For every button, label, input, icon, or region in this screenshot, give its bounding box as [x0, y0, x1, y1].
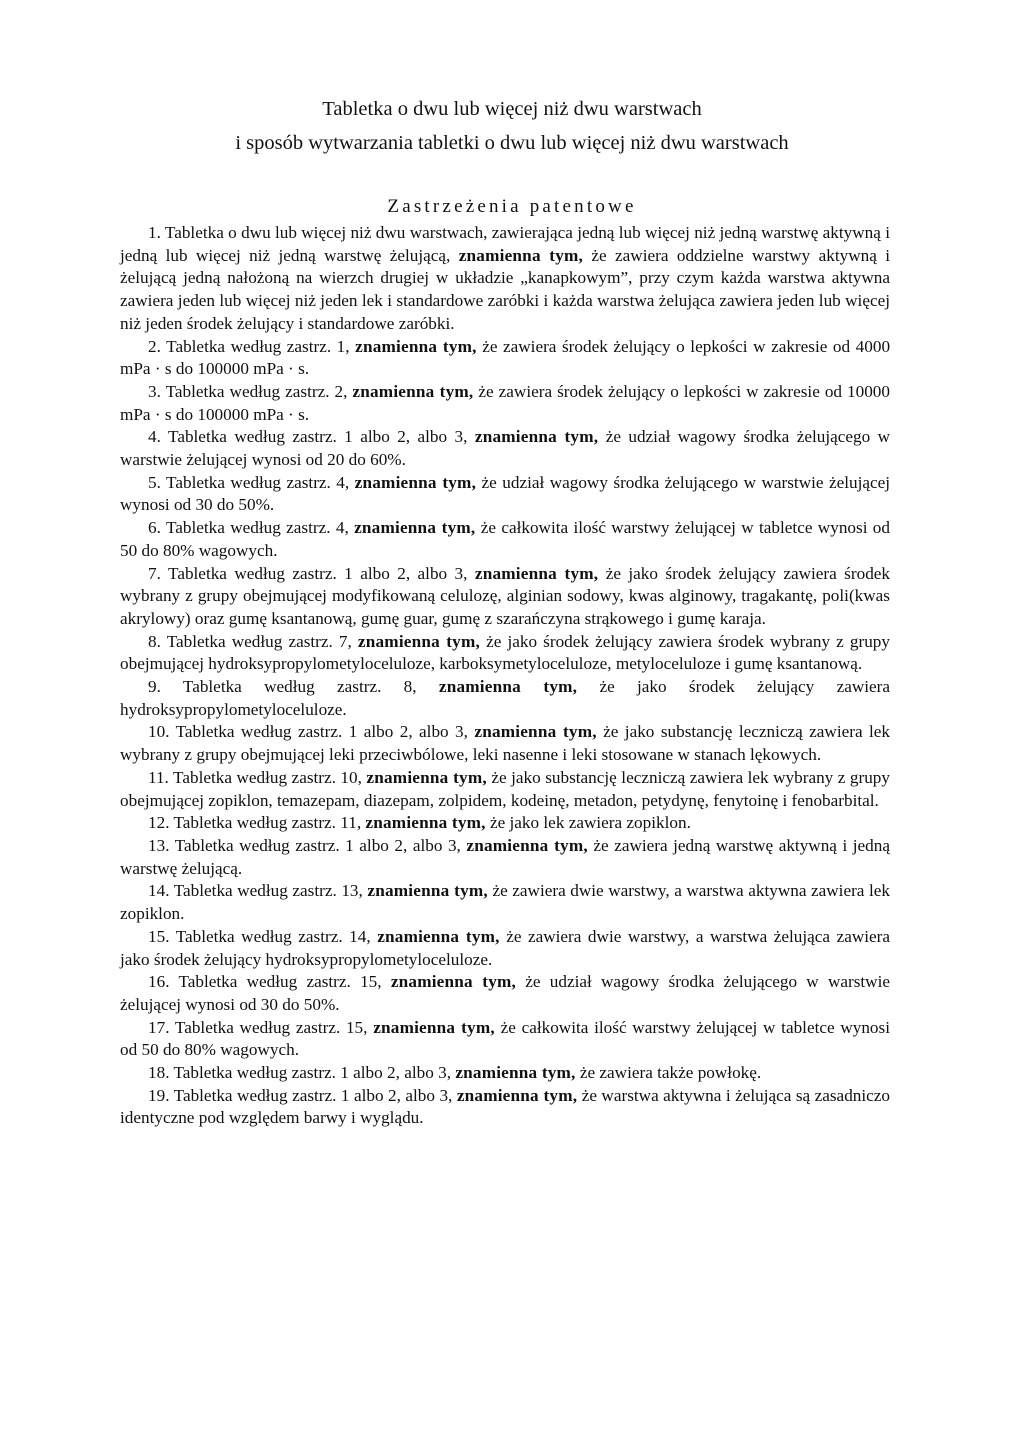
claim-number: 17.	[148, 1017, 170, 1037]
section-heading: Zastrzeżenia patentowe	[387, 196, 637, 217]
claim-item	[120, 563, 890, 631]
claim-text-pre: Tabletka według zastrz. 1 albo 2, albo 3,	[173, 1085, 453, 1105]
claim-item	[120, 767, 890, 812]
claim-item	[120, 835, 890, 880]
claim-keyword: znamienna tym,	[365, 813, 486, 833]
claim-number: 5.	[148, 472, 161, 492]
claim-text-pre: Tabletka według zastrz. 7,	[166, 631, 352, 651]
claim-text-pre: Tabletka według zastrz. 1,	[166, 336, 350, 356]
claim-item	[120, 336, 890, 381]
claim-text-pre: Tabletka według zastrz. 15,	[178, 972, 382, 992]
claim-keyword: znamienna tym,	[474, 427, 599, 447]
claim-item	[120, 1017, 890, 1062]
claim-number: 4.	[148, 427, 161, 447]
claim-item	[120, 631, 890, 676]
claim-item	[120, 1085, 890, 1130]
claim-text-pre: Tabletka według zastrz. 13,	[173, 881, 363, 901]
claim-text-post: że zawiera oddzielne warstwy aktywną i żelującą jedną nałożoną na wierzch drugiej w układzie „kanapkowym”, przy czym każda warstwa aktywna zawiera jeden lub więcej niż jeden lek i standardowe zaróbki i każda warstwa żelująca zawiera jeden lub więcej niż jeden środek żelujący i standardowe zaróbki.	[120, 245, 891, 333]
claim-item	[120, 472, 890, 517]
claim-keyword: znamienna tym,	[390, 972, 517, 992]
claim-text-post: że całkowita ilość warstwy żelującej w tabletce wynosi od 50 do 80% wagowych.	[120, 1017, 890, 1060]
title-line-1: Tabletka o dwu lub więcej niż dwu warstwach	[322, 98, 702, 120]
claim-item	[120, 426, 890, 471]
claim-text-pre: Tabletka według zastrz. 8,	[182, 677, 417, 697]
claim-keyword: znamienna tym,	[438, 677, 578, 697]
claim-text-pre: Tabletka według zastrz. 15,	[174, 1017, 368, 1037]
claim-item	[120, 381, 890, 426]
claim-text-pre: Tabletka według zastrz. 1 albo 2, albo 3,	[168, 427, 468, 447]
claim-text-post: że zawiera jedną warstwę aktywną i jedną warstwę żelującą.	[120, 835, 890, 878]
claim-keyword: znamienna tym,	[377, 926, 500, 946]
claim-text-post: że udział wagowy środka żelującego w warstwie żelującej wynosi od 30 do 50%.	[120, 972, 890, 1014]
claim-text-post: że zawiera dwie warstwy, a warstwa aktywna zawiera lek zopiklon.	[120, 881, 890, 924]
claim-number: 16.	[148, 972, 170, 992]
claim-text-pre: Tabletka według zastrz. 1 albo 2, albo 3,	[174, 835, 461, 855]
claim-text-pre: Tabletka według zastrz. 4,	[166, 472, 350, 492]
claim-item	[120, 222, 890, 336]
claim-keyword: znamienna tym,	[466, 835, 588, 855]
claim-text-pre: Tabletka według zastrz. 4,	[165, 518, 349, 538]
claim-item	[120, 926, 890, 971]
claim-keyword: znamienna tym,	[367, 881, 488, 901]
claim-item	[120, 971, 890, 1016]
claim-text-pre: Tabletka według zastrz. 1 albo 2, albo 3,	[168, 563, 468, 583]
claim-number: 11.	[148, 767, 169, 787]
claim-item	[120, 676, 890, 721]
claim-keyword: znamienna tym,	[474, 722, 597, 742]
claim-text-post: że jako środek żelujący zawiera hydroksypropylometyloceluloze.	[120, 677, 891, 719]
claim-number: 10.	[148, 722, 170, 742]
claim-number: 8.	[148, 631, 161, 651]
claim-text-post: że warstwa aktywna i żelująca są zasadniczo identyczne pod względem barwy i wyglądu.	[120, 1085, 891, 1128]
claim-text-post: że zawiera także powłokę.	[579, 1063, 762, 1083]
claim-keyword: znamienna tym,	[455, 1063, 576, 1083]
claim-text-pre: Tabletka według zastrz. 2,	[165, 381, 348, 401]
claim-keyword: znamienna tym,	[355, 336, 477, 356]
claim-text-pre: Tabletka według zastrz. 11,	[173, 813, 362, 833]
claim-keyword: znamienna tym,	[456, 1085, 578, 1105]
claim-text-pre: Tabletka według zastrz. 1 albo 2, albo 3,	[175, 722, 468, 742]
claim-text-post: że jako substancję leczniczą zawiera lek wybrany z grupy obejmującej zopiklon, temazepam, diazepam, zolpidem, kodeinę, metadon, petydynę, fenytoinę i fenobarbital.	[120, 767, 890, 810]
claim-number: 6.	[148, 518, 161, 538]
claim-text-pre: Tabletka według zastrz. 1 albo 2, albo 3,	[173, 1063, 452, 1083]
claim-item	[120, 721, 890, 766]
claim-text-post: że jako substancję leczniczą zawiera lek wybrany z grupy obejmującej leki przeciwbólowe, leki nasenne i leki stosowane w stanach lękowych.	[120, 722, 890, 765]
claim-text-post: że zawiera środek żelujący o lepkości w zakresie od 10000 mPa · s do 100000 mPa · s.	[120, 381, 890, 424]
document-title	[0, 92, 1024, 160]
claim-text-post: że jako środek żelujący zawiera środek wybrany z grupy obejmującej modyfikowaną celulozę, alginian sodowy, kwas alginowy, tragakantę, poli(kwas akrylowy) oraz gumę ksantanową, gumę guar, gumę z szarańczyna strąkowego i gumę karaja.	[120, 563, 891, 628]
claim-text-post: że zawiera dwie warstwy, a warstwa żelująca zawiera jako środek żelujący hydroksypropylometyloceluloze.	[120, 926, 891, 969]
claim-number: 14.	[148, 881, 170, 901]
claim-text-post: że udział wagowy środka żelującego w warstwie żelującej wynosi od 30 do 50%.	[120, 472, 891, 515]
claim-keyword: znamienna tym,	[366, 767, 487, 787]
claim-item	[120, 517, 890, 562]
claim-text-pre: Tabletka według zastrz. 14,	[175, 926, 371, 946]
claim-number: 19.	[148, 1085, 170, 1105]
claim-keyword: znamienna tym,	[354, 472, 477, 492]
claim-number: 9.	[148, 677, 161, 697]
claim-keyword: znamienna tym,	[357, 631, 480, 651]
claim-number: 12.	[148, 813, 170, 833]
claim-number: 13.	[148, 835, 170, 855]
claim-number: 15.	[148, 926, 170, 946]
claim-text-post: że zawiera środek żelujący o lepkości w zakresie od 4000 mPa · s do 100000 mPa · s.	[120, 336, 891, 379]
claim-keyword: znamienna tym,	[352, 381, 474, 401]
claim-text-post: że całkowita ilość warstwy żelującej w tabletce wynosi od 50 do 80% wagowych.	[120, 518, 890, 560]
claim-keyword: znamienna tym,	[373, 1017, 495, 1037]
claim-number: 1.	[148, 223, 161, 242]
claim-keyword: znamienna tym,	[474, 563, 599, 583]
claim-item	[120, 880, 890, 925]
claim-text-pre: Tabletka o dwu lub więcej niż dwu warstwach, zawierająca jedną lub więcej niż jedną warstwę aktywną i jedną lub więcej niż jedną warstwę żelującą,	[120, 223, 890, 265]
claim-number: 2.	[148, 336, 161, 356]
claim-text-post: że udział wagowy środka żelującego w warstwie żelującej wynosi od 20 do 60%.	[120, 427, 891, 470]
claim-number: 18.	[148, 1063, 170, 1083]
claim-item	[120, 1062, 890, 1085]
claim-text-pre: Tabletka według zastrz. 10,	[173, 767, 362, 787]
claim-text-post: że jako środek żelujący zawiera środek wybrany z grupy obejmującej hydroksypropylometyloceluloze, karboksymetyloceluloze, metyloceluloze i gumę ksantanową.	[120, 631, 890, 674]
title-line-2: i sposób wytwarzania tabletki o dwu lub więcej niż dwu warstwach	[235, 132, 789, 154]
claim-text-post: że jako lek zawiera zopiklon.	[489, 813, 691, 833]
claim-keyword: znamienna tym,	[458, 245, 584, 265]
claims-list	[120, 222, 890, 1130]
claim-number: 7.	[148, 563, 161, 583]
claim-number: 3.	[148, 381, 161, 401]
claim-item	[120, 812, 890, 835]
claim-keyword: znamienna tym,	[354, 518, 476, 538]
